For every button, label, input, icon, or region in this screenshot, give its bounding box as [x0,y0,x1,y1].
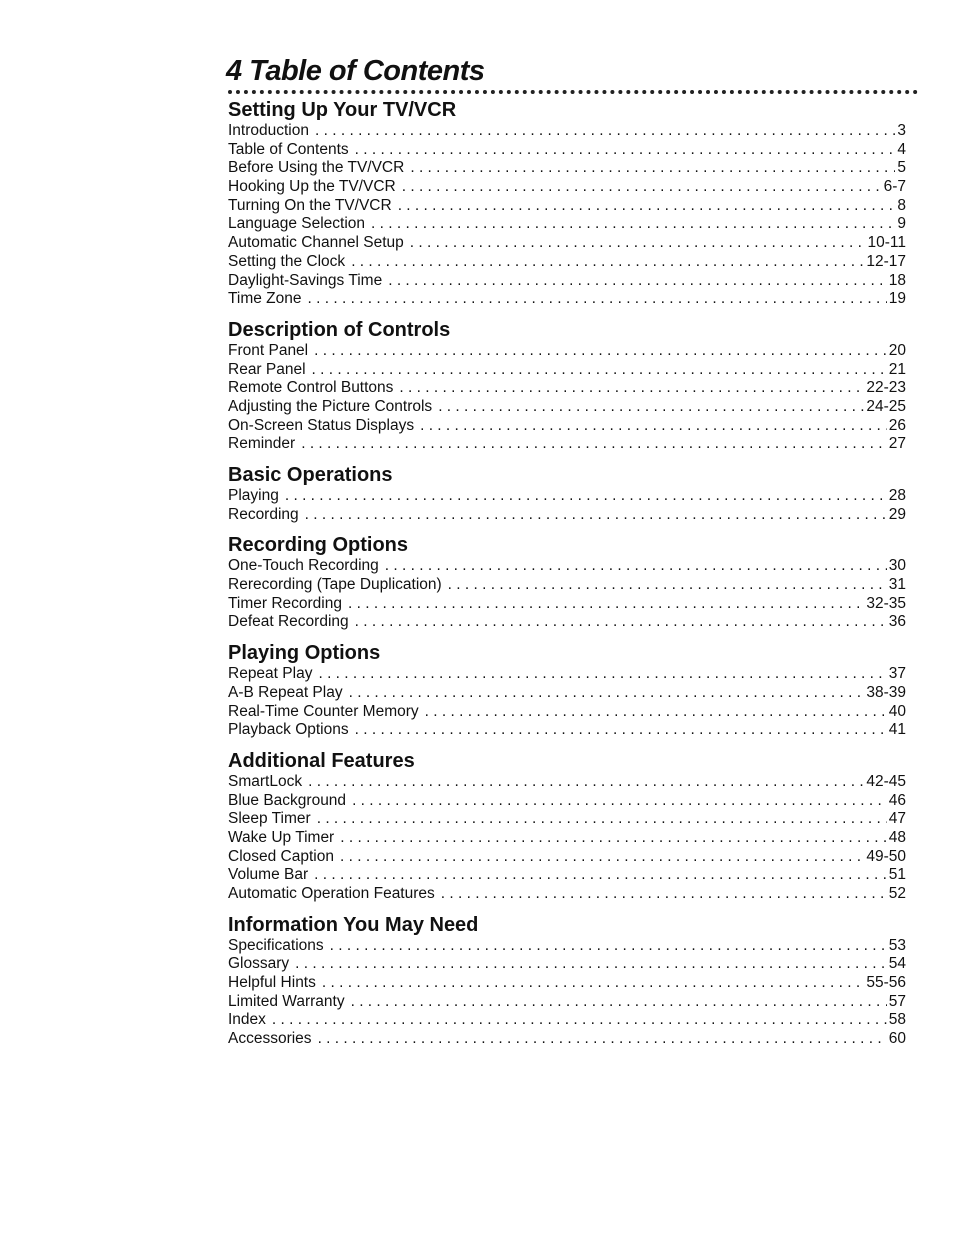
entry-page-number: 27 [888,435,906,453]
toc-section [228,749,918,904]
entry-label: A-B Repeat Play [228,683,343,701]
dot-leader [425,703,887,722]
dot-leader [318,665,886,684]
entry-page-number: 4 [897,140,906,158]
dot-leader [388,272,887,291]
entry-label: Defeat Recording [228,613,349,631]
entry-page-number: 5 [897,159,906,177]
toc-entry [228,974,906,993]
dot-leader [441,885,887,904]
entry-label: Playback Options [228,721,349,739]
dot-leader [448,576,887,595]
entry-label: Blue Background [228,791,347,809]
toc-page [228,54,918,1058]
toc-entry [228,721,906,740]
toc-entry [228,417,906,436]
dot-leader [355,721,887,740]
dot-leader [314,866,887,885]
toc-entry [228,576,906,595]
toc-entry [228,885,906,904]
entry-page-number: 48 [888,828,906,846]
dot-leader [305,506,887,525]
dot-leader [399,379,864,398]
toc-entry [228,122,906,141]
dot-leader [351,993,887,1012]
dot-leader [438,398,864,417]
toc-entry [228,506,906,525]
entry-label: SmartLock [228,772,303,790]
dot-leader [349,684,865,703]
entry-label: Before Using the TV/VCR [228,159,405,177]
entry-label: Rerecording (Tape Duplication) [228,576,442,594]
entry-page-number: 10-11 [867,234,906,252]
entry-label: Glossary [228,955,290,973]
entry-label: Specifications [228,936,324,954]
entry-page-number: 12-17 [866,252,906,270]
dot-leader [314,342,887,361]
toc-entry [228,684,906,703]
entry-label: Helpful Hints [228,974,316,992]
entry-label: Automatic Operation Features [228,885,435,902]
dot-leader [330,937,887,956]
toc-entry [228,215,906,234]
toc-entry [228,290,906,309]
entry-label: Closed Caption [228,847,334,865]
entry-page-number: 51 [888,866,906,884]
entry-page-number: 41 [888,721,906,739]
entry-label: Automatic Channel Setup [228,234,404,252]
entry-page-number: 49-50 [866,847,906,865]
toc-entry [228,955,906,974]
entry-page-number: 46 [888,791,906,809]
section-heading: Setting Up Your TV/VCR [228,99,457,121]
toc-section [228,318,918,454]
toc-sections [228,98,918,1049]
toc-entry [228,141,906,160]
entry-page-number: 6-7 [883,178,906,196]
entry-page-number: 9 [897,215,906,233]
entry-page-number: 55-56 [866,974,906,992]
entry-page-number: 29 [888,505,906,523]
entry-label: Table of Contents [228,140,349,158]
entry-page-number: 22-23 [866,379,906,397]
entry-page-number: 8 [897,196,906,214]
dot-leader [318,1030,887,1049]
entry-label: Remote Control Buttons [228,379,394,397]
dot-leader [351,253,864,272]
dot-leader [385,557,887,576]
entry-label: Accessories [228,1030,312,1048]
section-heading: Basic Operations [228,464,393,486]
entry-page-number: 19 [888,290,906,308]
toc-entry [228,1030,906,1049]
entry-page-number: 20 [888,341,906,359]
entry-page-number: 58 [888,1011,906,1029]
toc-entry [228,435,906,454]
dot-leader [272,1011,887,1030]
entry-page-number: 54 [888,955,906,973]
toc-entry [228,197,906,216]
section-heading: Additional Features [228,749,415,772]
dot-leader [285,487,887,506]
entry-label: Volume Bar [228,866,309,884]
toc-entry [228,487,906,506]
entry-label: Language Selection [228,215,366,233]
toc-entry [228,178,906,197]
toc-entry [228,866,906,885]
toc-section [228,98,918,309]
dot-leader [308,773,864,792]
toc-entry [228,595,906,614]
entry-label: Real-Time Counter Memory [228,702,419,720]
dot-leader [315,122,895,141]
entry-page-number: 47 [888,810,906,828]
toc-entry [228,1011,906,1030]
entry-page-number: 38-39 [866,683,906,701]
dot-leader [295,955,887,974]
entry-label: Limited Warranty [228,992,345,1010]
entry-label: On-Screen Status Displays [228,416,415,434]
entry-page-number: 24-25 [866,397,906,415]
dot-leader [352,792,887,811]
toc-entry [228,159,906,178]
entry-label: Wake Up Timer [228,828,335,846]
entry-label: Adjusting the Picture Controls [228,397,433,415]
entry-label: Playing [228,487,279,504]
dot-leader [322,974,864,993]
entry-label: Recording [228,505,299,523]
section-heading: Recording Options [228,534,408,557]
entry-label: Setting the Clock [228,252,346,270]
toc-entry [228,993,906,1012]
entry-label: Timer Recording [228,594,342,612]
dot-leader [312,361,887,380]
toc-entry [228,829,906,848]
section-heading: Description of Controls [228,318,451,341]
entry-page-number: 53 [888,936,906,954]
dot-leader [420,417,887,436]
toc-entry [228,773,906,792]
toc-entry [228,810,906,829]
toc-entry [228,361,906,380]
entry-page-number: 30 [888,557,906,575]
entry-label: Reminder [228,435,296,453]
dot-leader [340,848,864,867]
toc-entry [228,272,906,291]
toc-entry [228,557,906,576]
entry-label: Rear Panel [228,360,306,378]
dot-leader [398,197,896,216]
entry-page-number: 28 [888,487,906,504]
entry-label: Front Panel [228,341,309,359]
toc-entry [228,665,906,684]
entry-page-number: 37 [888,665,906,683]
toc-section [228,533,918,632]
entry-page-number: 18 [888,271,906,289]
toc-entry [228,398,906,417]
entry-label: Hooking Up the TV/VCR [228,178,396,196]
dotted-divider [228,90,918,94]
toc-section [228,463,918,524]
entry-page-number: 21 [888,360,906,378]
dot-leader [317,810,887,829]
page-title: 4 Table of Contents [226,55,485,87]
dot-leader [308,290,887,309]
dot-leader [371,215,895,234]
toc-entry [228,342,906,361]
dot-leader [402,178,882,197]
entry-label: Sleep Timer [228,810,311,828]
toc-entry [228,937,906,956]
toc-entry [228,703,906,722]
entry-label: One-Touch Recording [228,557,379,575]
entry-page-number: 40 [888,702,906,720]
toc-entry [228,613,906,632]
entry-label: Time Zone [228,290,302,308]
section-heading: Playing Options [228,642,381,665]
entry-page-number: 42-45 [866,772,906,790]
entry-page-number: 60 [888,1030,906,1048]
entry-label: Introduction [228,122,309,139]
toc-entry [228,234,906,253]
entry-label: Daylight-Savings Time [228,271,383,289]
entry-page-number: 26 [888,416,906,434]
dot-leader [410,234,866,253]
entry-page-number: 52 [888,885,906,902]
dot-leader [348,595,864,614]
toc-section [228,913,918,1049]
toc-section [228,641,918,740]
entry-label: Repeat Play [228,665,313,683]
entry-page-number: 36 [888,613,906,631]
entry-page-number: 31 [888,576,906,594]
dot-leader [340,829,887,848]
toc-entry [228,792,906,811]
entry-label: Index [228,1011,266,1029]
dot-leader [301,435,887,454]
dot-leader [355,141,896,160]
entry-page-number: 32-35 [866,594,906,612]
entry-page-number: 57 [888,992,906,1010]
entry-label: Turning On the TV/VCR [228,196,392,214]
dot-leader [355,613,887,632]
entry-page-number: 3 [897,122,906,139]
dot-leader [410,159,895,178]
toc-entry [228,379,906,398]
toc-entry [228,848,906,867]
section-heading: Information You May Need [228,913,479,936]
toc-entry [228,253,906,272]
